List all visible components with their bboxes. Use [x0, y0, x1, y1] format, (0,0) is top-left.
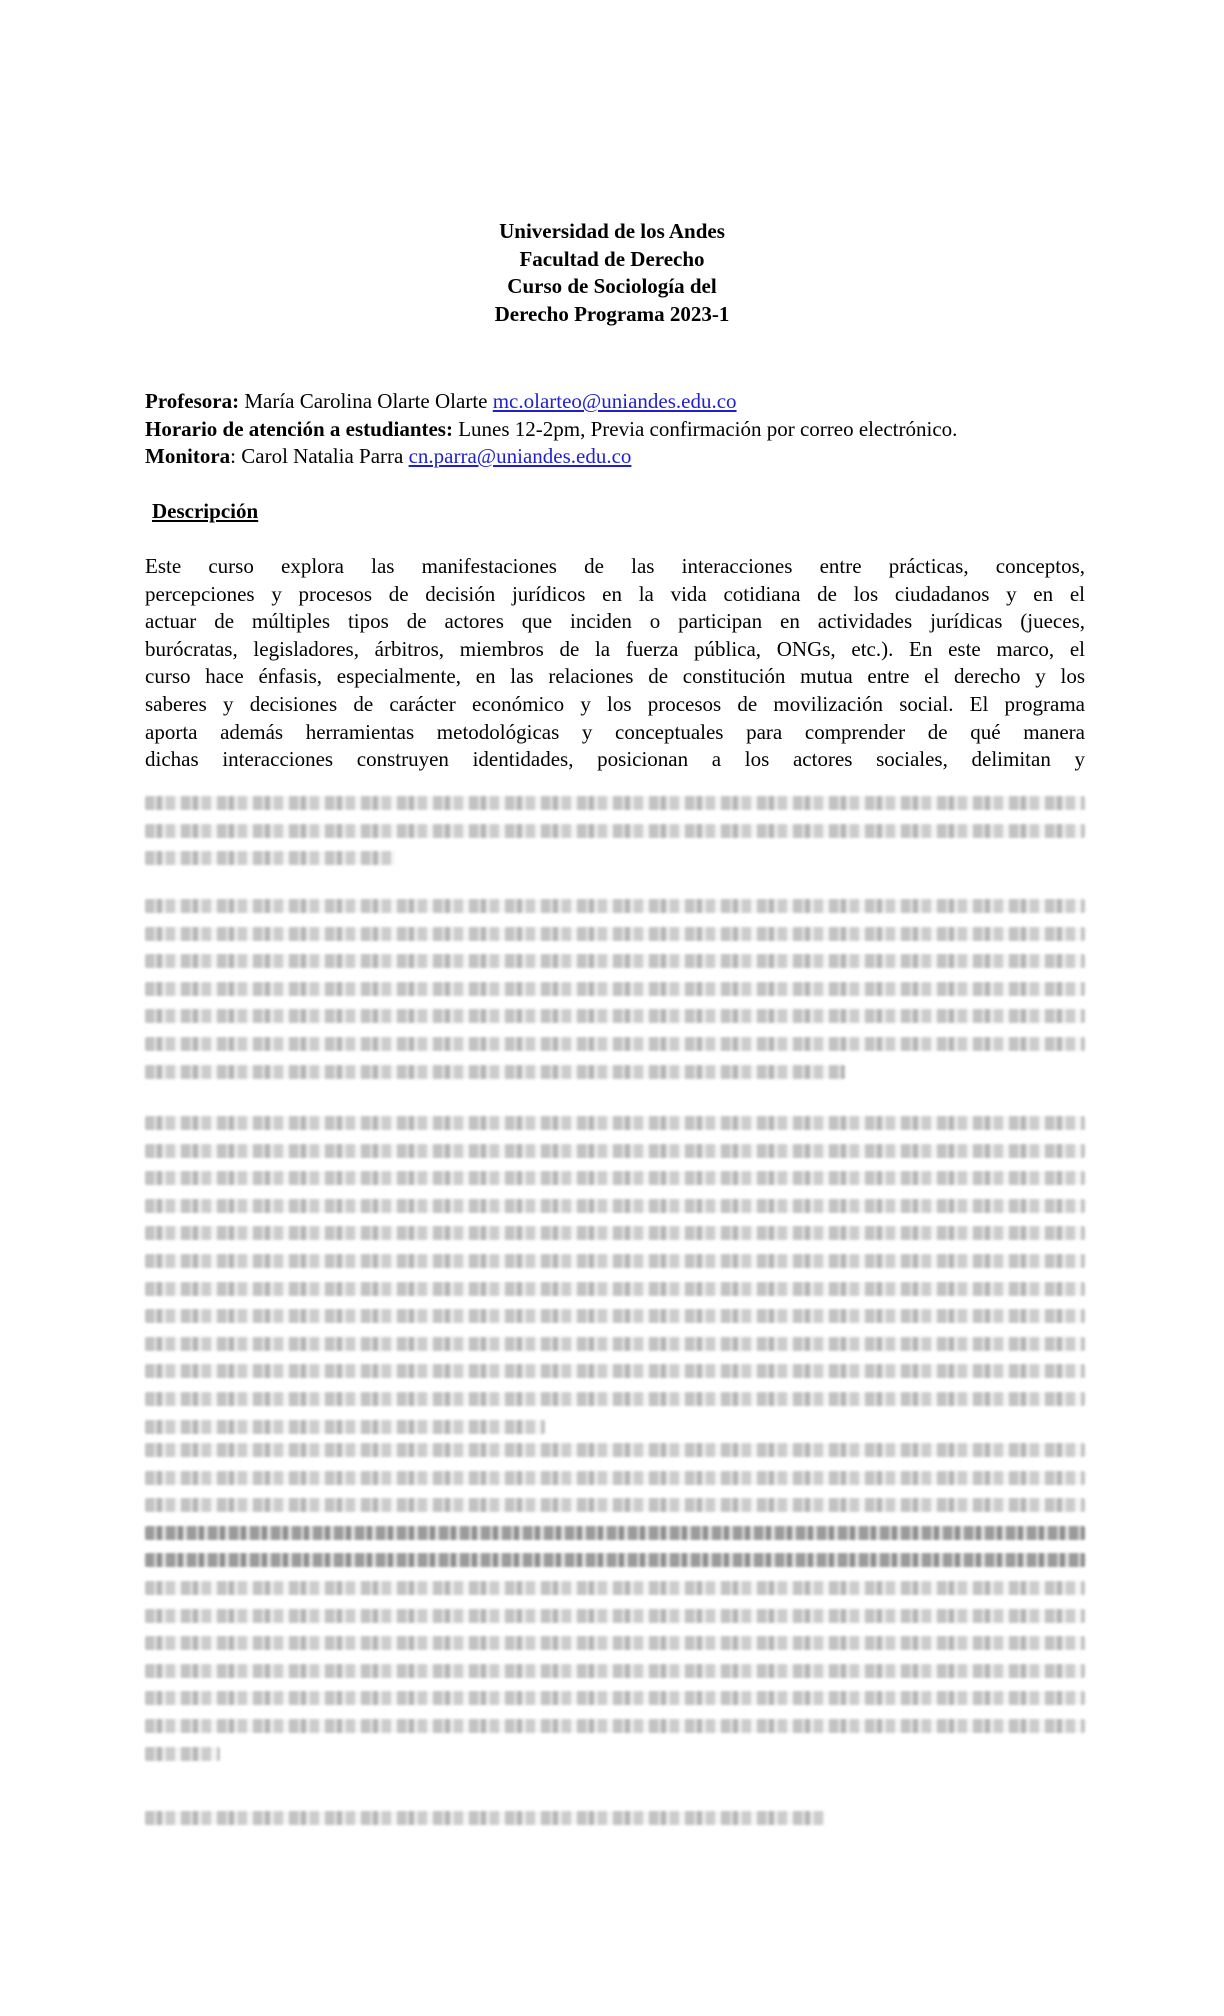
- blurred-text-line: [145, 1364, 1085, 1378]
- blurred-text-line: [145, 1719, 1085, 1733]
- paragraph-line: curso hace énfasis, especialmente, en las relaciones de constitución mutua entre el derecho y los: [145, 664, 1085, 689]
- blurred-text-line: [145, 851, 395, 865]
- paragraph-line: burócratas, legisladores, árbitros, miembros de la fuerza pública, ONGs, etc.). En este marco, el: [145, 636, 1085, 661]
- professor-email-link[interactable]: mc.olarteo@uniandes.edu.co: [492, 389, 737, 413]
- section-heading-description: Descripción: [152, 499, 259, 523]
- office-hours-value: Lunes 12-2pm, Previa confirmación por correo electrónico.: [458, 416, 958, 441]
- professor-label: Profesora:: [145, 389, 240, 413]
- blurred-text-line: [145, 1171, 1085, 1185]
- professor-name: María Carolina Olarte Olarte: [244, 389, 488, 413]
- blurred-text-line: [145, 927, 1085, 941]
- blurred-text-line: [145, 796, 1085, 810]
- blurred-text-line: [145, 1609, 1085, 1623]
- blurred-text-line: [145, 1747, 220, 1761]
- description-paragraph: [145, 553, 1085, 774]
- blurred-text-line: [145, 1226, 1085, 1240]
- title-university: Universidad de los Andes: [499, 219, 725, 243]
- blurred-text-line: [145, 982, 1085, 996]
- paragraph-line: actuar de múltiples tipos de actores que inciden o participan en actividades jurídicas (jueces,: [145, 609, 1085, 634]
- document-title-block: [0, 218, 1224, 328]
- paragraph-line: saberes y decisiones de carácter económico y los procesos de movilización social. El programa: [145, 691, 1085, 716]
- monitor-label: Monitora: [145, 444, 231, 468]
- monitor-email-link[interactable]: cn.parra@uniandes.edu.co: [408, 444, 632, 468]
- blurred-text-line: [145, 1282, 1085, 1296]
- title-program: Derecho Programa 2023-1: [494, 301, 730, 326]
- monitor-name: Carol Natalia Parra: [241, 444, 404, 468]
- blurred-text-line: [145, 1526, 1085, 1540]
- office-hours-label: Horario de atención a estudiantes:: [145, 416, 453, 441]
- blurred-text-line: [145, 954, 1085, 968]
- blurred-text-line: [145, 1065, 845, 1079]
- contact-info: [145, 388, 1105, 471]
- paragraph-line: percepciones y procesos de decisión jurídicos en la vida cotidiana de los ciudadanos y en el: [145, 581, 1085, 606]
- blurred-text-line: [145, 1553, 1085, 1567]
- blurred-text-line: [145, 1199, 1085, 1213]
- blurred-text-line: [145, 1691, 1085, 1705]
- blurred-text-line: [145, 1337, 1085, 1351]
- blurred-text-line: [145, 1811, 825, 1825]
- blurred-text-line: [145, 1144, 1085, 1158]
- paragraph-line: dichas interacciones construyen identidades, posicionan a los actores sociales, delimitan y: [145, 747, 1085, 772]
- blurred-text-line: [145, 1498, 1085, 1512]
- blurred-text-line: [145, 1420, 545, 1434]
- monitor-row: [145, 443, 1105, 471]
- blurred-text-line: [145, 824, 1085, 838]
- blurred-text-line: [145, 1664, 1085, 1678]
- office-hours-row: [145, 416, 1105, 444]
- title-faculty: Facultad de Derecho: [519, 246, 705, 271]
- monitor-separator: :: [230, 444, 236, 468]
- paragraph-line: aporta además herramientas metodológicas y conceptuales para comprender de qué manera: [145, 719, 1085, 744]
- professor-row: [145, 388, 1105, 416]
- blurred-text-line: [145, 1309, 1085, 1323]
- blurred-text-line: [145, 1581, 1085, 1595]
- paragraph-line: Este curso explora las manifestaciones de las interacciones entre prácticas, conceptos,: [145, 554, 1085, 578]
- blurred-text-line: [145, 899, 1085, 913]
- blur-boundary: [145, 775, 1085, 787]
- blurred-text-line: [145, 1443, 1085, 1457]
- blurred-text-line: [145, 1254, 1085, 1268]
- blurred-text-line: [145, 1392, 1085, 1406]
- blurred-text-line: [145, 1009, 1085, 1023]
- blurred-text-line: [145, 1116, 1085, 1130]
- title-course: Curso de Sociología del: [507, 274, 717, 298]
- blurred-text-line: [145, 1471, 1085, 1485]
- blurred-text-line: [145, 1037, 1085, 1051]
- blurred-text-line: [145, 1636, 1085, 1650]
